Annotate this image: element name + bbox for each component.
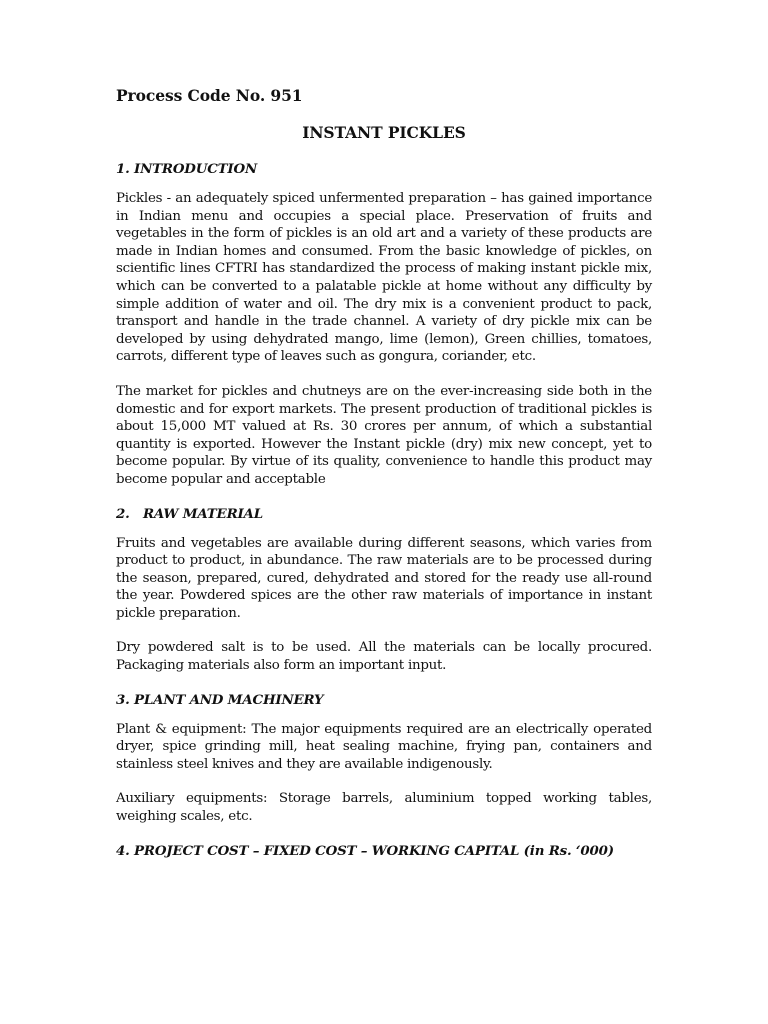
document-title: INSTANT PICKLES	[302, 123, 466, 142]
section-heading-raw-material: 2. RAW MATERIAL	[116, 505, 263, 522]
plant-machinery-paragraph-2: Auxiliary equipments: Storage barrels, aluminium topped working tables, weighing scales, etc.	[116, 791, 652, 825]
section-heading-introduction: 1. INTRODUCTION	[116, 161, 257, 177]
process-code: Process Code No. 951	[116, 86, 303, 105]
section-heading-project-cost: 4. PROJECT COST – FIXED COST – WORKING CAPITAL (in Rs. ‘000)	[116, 842, 614, 859]
introduction-paragraph-2: The market for pickles and chutneys are on the ever-increasing side both in the domestic and for export markets. The present production of traditional pickles is about 15,000 MT valued at Rs. 30 crores per annum, of which a substantial quantity is exported. However the Instant pickle (dry) mix new concept, yet to become popular. By virtue of its quality, convenience to handle this product may become popular and acceptable	[116, 383, 652, 487]
raw-material-paragraph-1: Fruits and vegetables are available during different seasons, which varies from product to product, in abundance. The raw materials are to be processed during the season, prepared, cured, dehydrated and stored for the ready use all-round the year. Powdered spices are the other raw materials of importance in instant pickle preparation.	[116, 535, 652, 621]
document-page	[116, 86, 652, 872]
raw-material-paragraph-2: Dry powdered salt is to be used. All the materials can be locally procured. Packaging materials also form an important input.	[116, 640, 652, 674]
section-heading-plant-machinery: 3. PLANT AND MACHINERY	[116, 691, 324, 708]
introduction-paragraph-1: Pickles - an adequately spiced unfermented preparation – has gained importance in Indian menu and occupies a special place. Preservation of fruits and vegetables in the form of pickles is an old art and a variety of these products are made in Indian homes and consumed. From the basic knowledge of pickles, on scientific lines CFTRI has standardized the process of making instant pickle mix, which can be converted to a palatable pickle at home without any difficulty by simple addition of water and oil. The dry mix is a convenient product to pack, transport and handle in the trade channel. A variety of dry pickle mix can be developed by using dehydrated mango, lime (lemon), Green chillies, tomatoes, carrots, different type of leaves such as gongura, coriander, etc.	[116, 191, 652, 365]
plant-machinery-paragraph-1: Plant & equipment: The major equipments required are an electrically operated dryer, spice grinding mill, heat sealing machine, frying pan, containers and stainless steel knives and they are available indigenously.	[116, 721, 652, 772]
